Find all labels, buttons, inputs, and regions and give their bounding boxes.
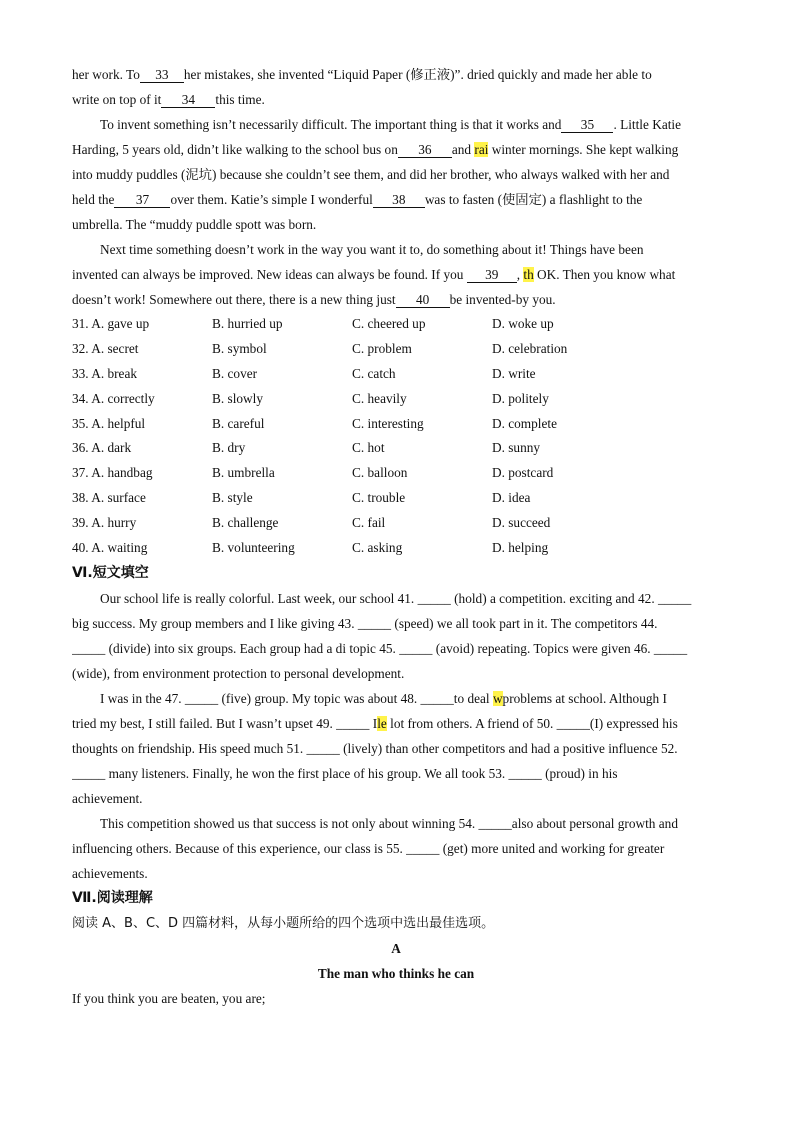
highlighted-text: th [523, 267, 534, 282]
text: OK. Then you know what [537, 267, 676, 282]
text: write on top of it [72, 92, 162, 107]
passage-line: umbrella. The “muddy puddle spott was born. [72, 217, 317, 232]
option-d[interactable]: D. woke up [492, 316, 554, 331]
text: her mistakes, she invented “Liquid Paper (修正液)”. dried quickly and made her able to [183, 67, 652, 82]
text: To invent something isn’t necessarily difficult. The important thing is that it works and [100, 117, 562, 132]
text: be invented-by you. [449, 292, 556, 307]
option-c[interactable]: C. heavily [352, 390, 407, 406]
blank-36[interactable]: 36 [398, 142, 452, 158]
text: problems at school. Although I [502, 690, 667, 706]
blank-34[interactable]: 34 [161, 92, 215, 108]
option-c[interactable]: C. hot [352, 440, 385, 456]
passage-label: A [391, 940, 401, 956]
text: held the [72, 192, 115, 207]
option-b[interactable]: B. dry [212, 440, 246, 456]
text: was to fasten (使固定) a flashlight to the [424, 192, 643, 207]
highlighted-text: w [492, 690, 503, 706]
blank-37[interactable]: 37 [114, 192, 170, 208]
section-heading: Ⅶ.阅读理解 [72, 889, 153, 906]
option-b[interactable]: B. symbol [212, 340, 267, 356]
passage-line: (wide), from environment protection to personal development. [72, 665, 405, 681]
blank-40[interactable]: 40 [396, 292, 450, 308]
instruction-text: 阅读 A、B、C、D 四篇材料，从每小题所给的四个选项中选出最佳选项。 [72, 915, 495, 931]
option-c[interactable]: C. cheered up [352, 316, 426, 331]
text: tried my best, I still failed. But I wasn’t upset 49. _____ I [72, 715, 378, 731]
option-d[interactable]: D. politely [492, 390, 549, 406]
option-c[interactable]: C. trouble [352, 490, 406, 506]
text: lot from others. A friend of 50. _____(I) expressed his [390, 715, 678, 731]
option-d[interactable]: D. idea [492, 490, 531, 506]
option-a[interactable]: 34. A. correctly [72, 390, 155, 406]
passage-line: Our school life is really colorful. Last week, our school 41. _____ (hold) a competition. exciting and 42. _____ [100, 590, 692, 606]
passage-title: The man who thinks he can [317, 965, 475, 981]
option-row [72, 536, 720, 561]
blank-39[interactable]: 39 [467, 267, 517, 283]
passage-line: achievements. [72, 865, 148, 881]
passage-line: achievement. [72, 790, 143, 806]
option-row [72, 362, 720, 387]
option-row [72, 436, 720, 461]
option-b[interactable]: B. hurried up [212, 316, 283, 331]
section-heading: Ⅵ.短文填空 [72, 564, 149, 581]
option-a[interactable]: 37. A. handbag [72, 465, 153, 481]
option-row [72, 387, 720, 412]
passage-line [72, 137, 720, 162]
option-b[interactable]: B. umbrella [212, 465, 275, 481]
option-b[interactable]: B. careful [212, 415, 265, 431]
option-a[interactable]: 31. A. gave up [72, 316, 150, 331]
blank-35[interactable]: 35 [561, 117, 613, 133]
passage-line: If you think you are beaten, you are; [72, 990, 266, 1006]
passage-line [72, 62, 720, 87]
passage-line: into muddy puddles (泥坑) because she couldn’t see them, and did her brother, who always walked with her and [72, 167, 670, 182]
option-a[interactable]: 33. A. break [72, 365, 137, 381]
text: over them. Katie’s simple I wonderful [170, 192, 373, 207]
option-b[interactable]: B. style [212, 490, 253, 506]
option-d[interactable]: D. helping [492, 540, 549, 556]
text: her work. To [72, 67, 140, 82]
option-row [72, 511, 720, 536]
passage-line: thoughts on friendship. His speed much 51. _____ (lively) than other competitors and had a positive influence 52. [72, 740, 678, 756]
option-a[interactable]: 38. A. surface [72, 490, 146, 506]
text: doesn’t work! Somewhere out there, there is a new thing just [72, 292, 396, 307]
blank-38[interactable]: 38 [373, 192, 425, 208]
option-d[interactable]: D. sunny [492, 440, 541, 456]
option-row [72, 412, 720, 437]
text: winter mornings. She kept walking [491, 142, 679, 157]
option-b[interactable]: B. challenge [212, 515, 279, 531]
passage-line: This competition showed us that success is not only about winning 54. _____also about personal growth and [100, 815, 678, 831]
passage-line [72, 686, 720, 711]
option-b[interactable]: B. cover [212, 365, 258, 381]
passage-line: influencing others. Because of this experience, our class is 55. _____ (get) more united and working for greater [72, 840, 665, 856]
passage-line [72, 187, 720, 212]
text: invented can always be improved. New ideas can always be found. If you [72, 267, 464, 282]
option-d[interactable]: D. write [492, 365, 536, 381]
document-page [72, 62, 720, 1011]
option-c[interactable]: C. asking [352, 540, 403, 556]
options-list [72, 312, 720, 561]
option-a[interactable]: 32. A. secret [72, 340, 139, 356]
option-d[interactable]: D. celebration [492, 340, 568, 356]
passage-line [72, 711, 720, 736]
text: I was in the 47. _____ (five) group. My topic was about 48. _____to deal [100, 690, 490, 706]
passage-line: _____ many listeners. Finally, he won the first place of his group. We all took 53. _____ (proud) in his [72, 765, 618, 781]
highlighted-text: rai [474, 142, 489, 157]
text: this time. [215, 92, 265, 107]
option-a[interactable]: 40. A. waiting [72, 540, 148, 556]
option-d[interactable]: D. succeed [492, 515, 551, 531]
option-d[interactable]: D. postcard [492, 465, 554, 481]
passage-line: big success. My group members and I like giving 43. _____ (speed) we all took part in it. The competitors 44. [72, 615, 658, 631]
option-d[interactable]: D. complete [492, 415, 557, 431]
highlighted-text: le [377, 715, 387, 731]
option-row [72, 337, 720, 362]
text: and [451, 142, 472, 157]
option-b[interactable]: B. volunteering [212, 540, 295, 556]
option-c[interactable]: C. fail [352, 515, 386, 531]
option-a[interactable]: 39. A. hurry [72, 515, 137, 531]
passage-line [72, 287, 720, 312]
text: Harding, 5 years old, didn’t like walking to the school bus on [72, 142, 398, 157]
option-c[interactable]: C. interesting [352, 415, 424, 431]
option-c[interactable]: C. problem [352, 340, 412, 356]
text: , [516, 267, 521, 282]
passage-line [72, 87, 720, 112]
option-a[interactable]: 36. A. dark [72, 440, 132, 456]
option-c[interactable]: C. catch [352, 365, 396, 381]
option-row [72, 312, 720, 337]
option-row [72, 461, 720, 486]
option-a[interactable]: 35. A. helpful [72, 415, 146, 431]
passage-line: Next time something doesn’t work in the way you want it to, do something about it! Things have been [100, 242, 644, 257]
passage-line [72, 262, 720, 287]
option-b[interactable]: B. slowly [212, 390, 263, 406]
passage-line [72, 112, 720, 137]
option-c[interactable]: C. balloon [352, 465, 408, 481]
blank-33[interactable]: 33 [140, 67, 184, 83]
text: . Little Katie [613, 117, 682, 132]
option-row [72, 486, 720, 511]
passage-line: _____ (divide) into six groups. Each group had a di topic 45. _____ (avoid) repeating. Topics were given 46. _____ [72, 640, 688, 656]
